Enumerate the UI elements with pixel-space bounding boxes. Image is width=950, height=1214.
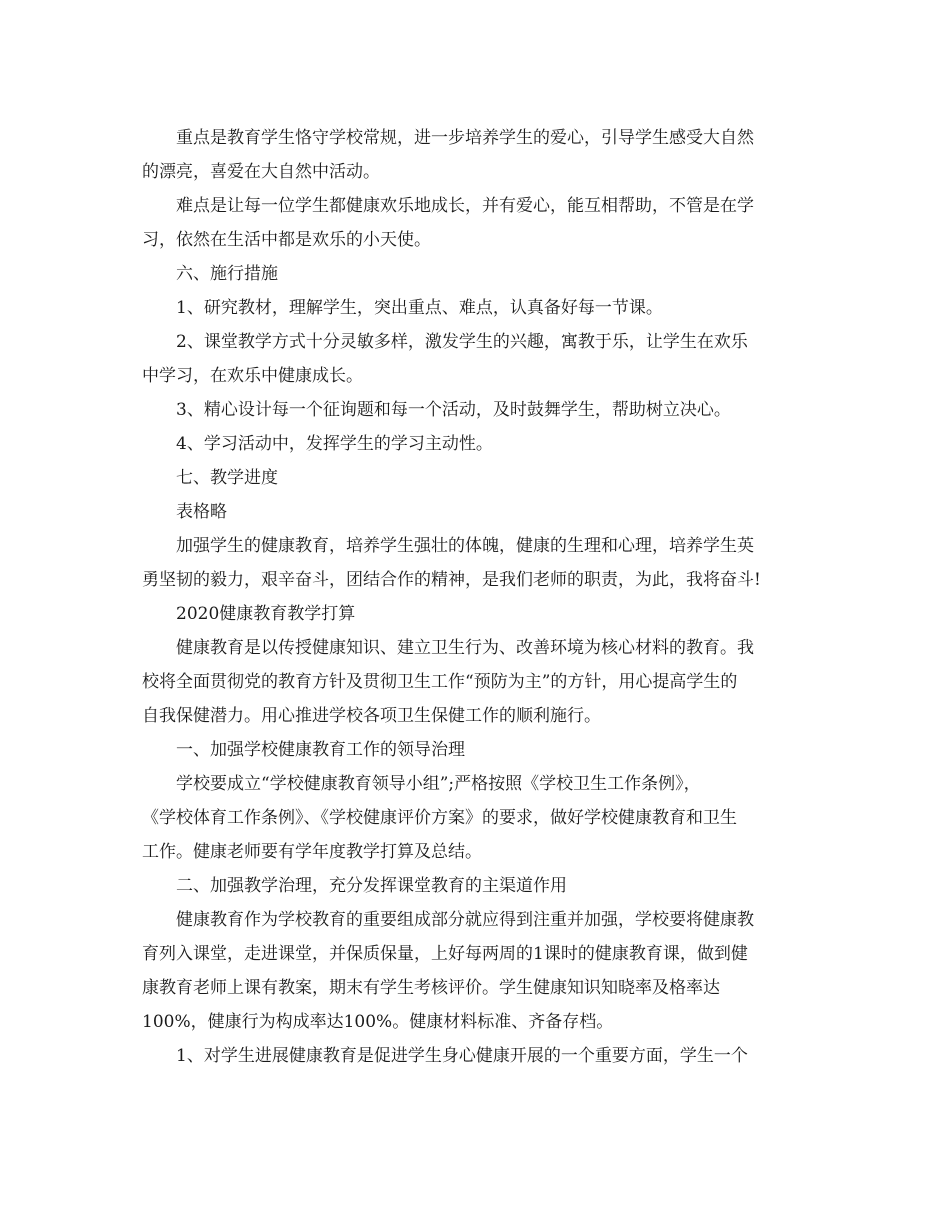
text-line: 中学习，在欢乐中健康成长。 <box>142 366 363 386</box>
document-body <box>142 121 812 1073</box>
text-line: 工作。健康老师要有学年度教学打算及总结。 <box>142 842 482 862</box>
text-line: 勇坚韧的毅力，艰辛奋斗，团结合作的精神，是我们老师的职责，为此，我将奋斗! <box>142 570 761 590</box>
text-line: 2、课堂教学方式十分灵敏多样，激发学生的兴趣，寓教于乐，让学生在欢乐 <box>176 332 748 352</box>
text-line: 一、加强学校健康教育工作的领导治理 <box>176 740 465 760</box>
text-line: 七、教学进度 <box>176 468 278 488</box>
text-line: 3、精心设计每一个征询题和每一个活动，及时鼓舞学生，帮助树立决心。 <box>176 400 731 420</box>
text-line: 六、施行措施 <box>176 264 278 284</box>
text-line: 康教育老师上课有教案，期末有学生考核评价。学生健康知识知晓率及格率达 <box>142 978 720 998</box>
text-line: 习，依然在生活中都是欢乐的小天使。 <box>142 230 431 250</box>
text-line: 4、学习活动中，发挥学生的学习主动性。 <box>176 434 493 454</box>
text-line: 校将全面贯彻党的教育方针及贯彻卫生工作“预防为主”的方针，用心提高学生的 <box>142 672 738 692</box>
text-line: 100%，健康行为构成率达100%。健康材料标准、齐备存档。 <box>142 1012 614 1032</box>
text-line: 表格略 <box>176 502 227 522</box>
text-line: 育列入课堂，走进课堂，并保质保量，上好每两周的1课时的健康教育课，做到健 <box>142 944 748 964</box>
text-line: 1、研究教材，理解学生，突出重点、难点，认真备好每一节课。 <box>176 298 663 318</box>
text-line: 难点是让每一位学生都健康欢乐地成长，并有爱心，能互相帮助，不管是在学 <box>176 196 754 216</box>
text-line: 2020健康教育教学打算 <box>176 604 356 624</box>
text-line: 重点是教育学生恪守学校常规，进一步培养学生的爱心，引导学生感受大自然 <box>176 128 754 148</box>
text-line: 的漂亮，喜爱在大自然中活动。 <box>142 162 380 182</box>
text-line: 1、对学生进展健康教育是促进学生身心健康开展的一个重要方面，学生一个 <box>176 1046 748 1066</box>
text-line: 《学校体育工作条例》、《学校健康评价方案》的要求，做好学校健康教育和卫生 <box>142 808 737 828</box>
text-line: 自我保健潜力。用心推进学校各项卫生保健工作的顺利施行。 <box>142 706 601 726</box>
text-line: 二、加强教学治理，充分发挥课堂教育的主渠道作用 <box>176 876 567 896</box>
text-line: 健康教育是以传授健康知识、建立卫生行为、改善环境为核心材料的教育。我 <box>176 638 754 658</box>
text-line: 健康教育作为学校教育的重要组成部分就应得到注重并加强，学校要将健康教 <box>176 910 754 930</box>
text-line: 加强学生的健康教育，培养学生强壮的体魄，健康的生理和心理，培养学生英 <box>176 536 754 556</box>
text-line: 学校要成立“学校健康教育领导小组”;严格按照《学校卫生工作条例》， <box>176 774 701 794</box>
